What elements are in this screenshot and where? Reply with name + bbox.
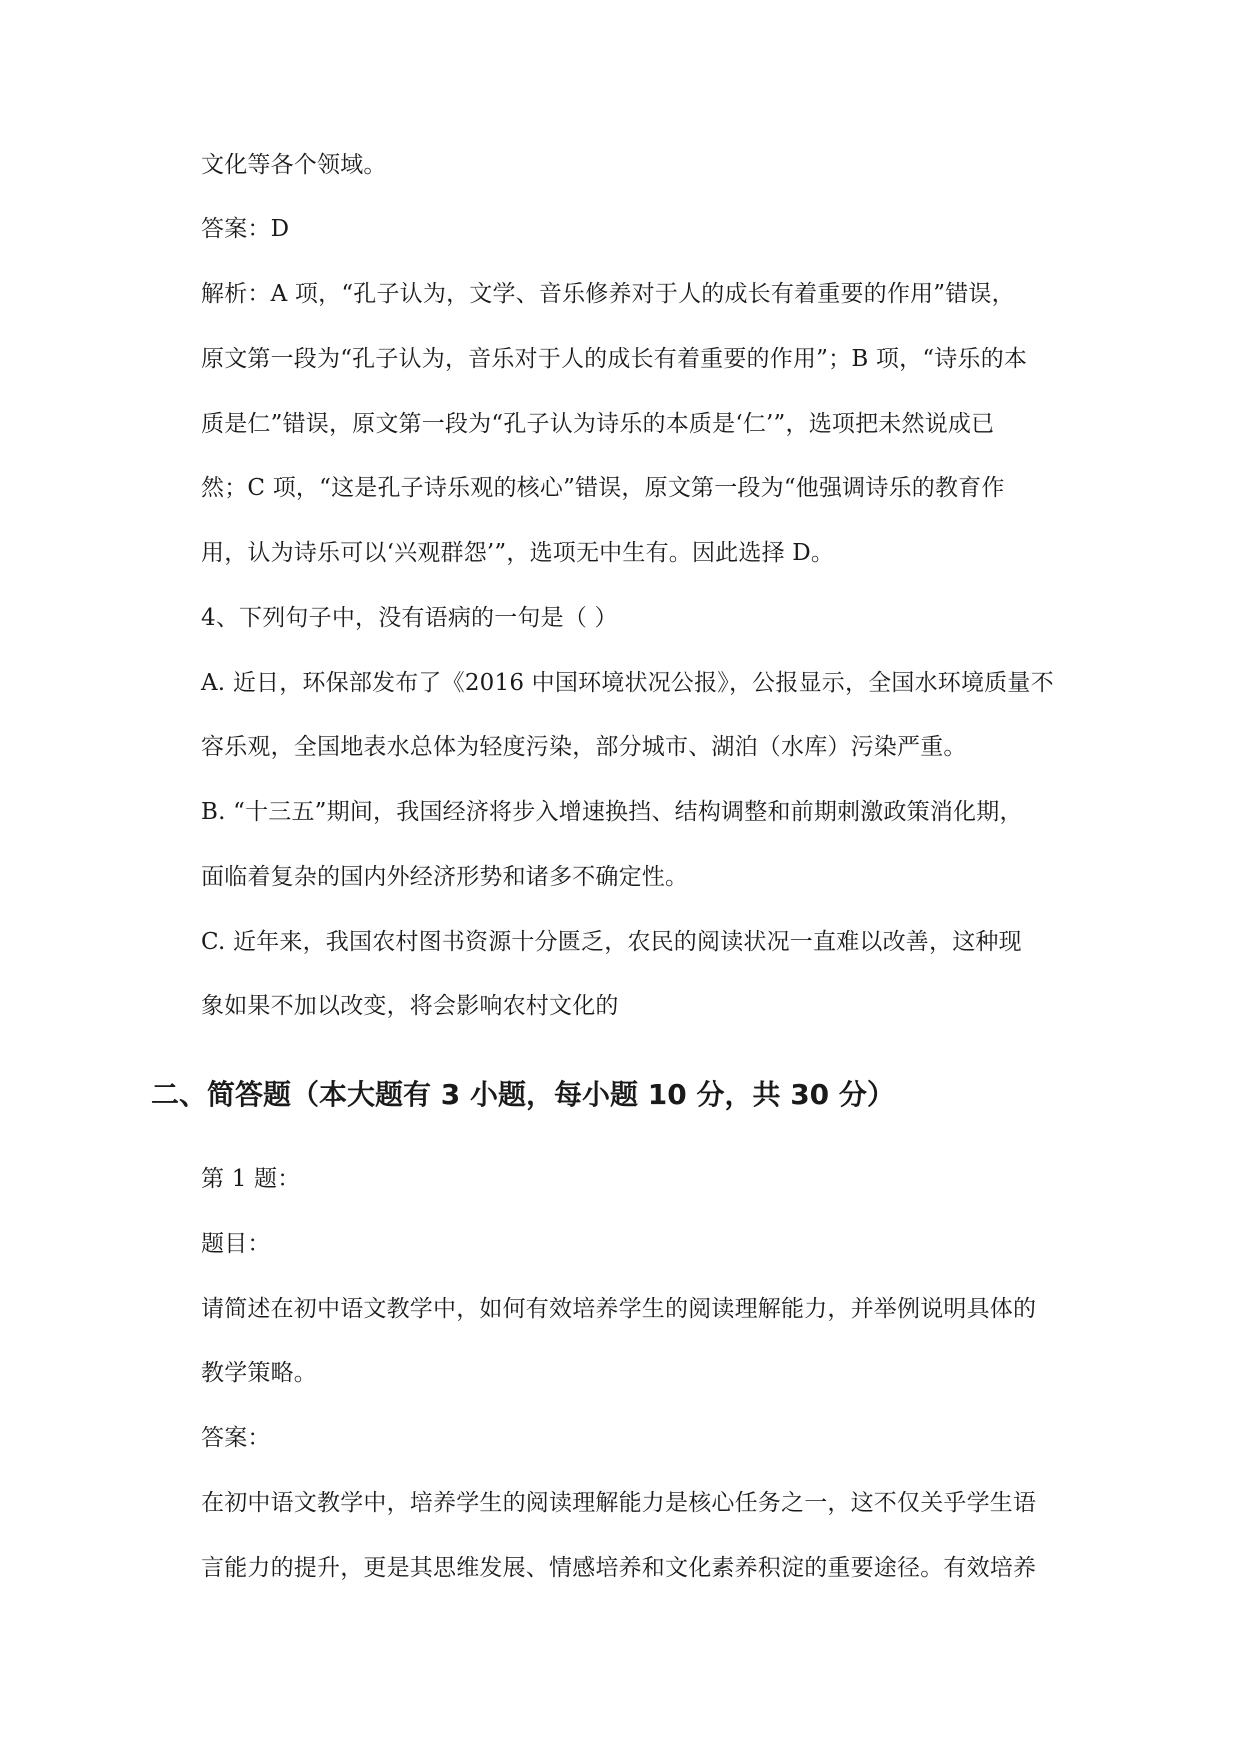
analysis-line: 用，认为诗乐可以‘兴观群怨’”，选项无中生有。因此选择 D。 <box>201 540 835 566</box>
topic-line: 请简述在初中语文教学中，如何有效培养学生的阅读理解能力，并举例说明具体的 <box>201 1296 1037 1322</box>
section-heading: 二、简答题（本大题有 3 小题，每小题 10 分，共 30 分） <box>151 1078 895 1111</box>
option-b-line: B. “十三五”期间，我国经济将步入增速换挡、结构调整和前期刺激政策消化期， <box>201 799 1023 825</box>
answer-label: 答案： <box>201 1425 271 1451</box>
question-4-stem: 4、下列句子中，没有语病的一句是（ ） <box>201 605 618 631</box>
option-a-line: 容乐观，全国地表水总体为轻度污染，部分城市、湖泊（水库）污染严重。 <box>201 734 967 760</box>
topic-line: 教学策略。 <box>201 1360 317 1386</box>
answer-text-line: 言能力的提升，更是其思维发展、情感培养和文化素养积淀的重要途径。有效培养 <box>201 1555 1037 1581</box>
option-c-line: 象如果不加以改变，将会影响农村文化的 <box>201 993 619 1019</box>
continuation-text: 文化等各个领域。 <box>201 152 387 178</box>
topic-label: 题目： <box>201 1231 271 1257</box>
option-a-line: A. 近日，环保部发布了《2016 中国环境状况公报》，公报显示，全国水环境质量不 <box>201 670 1054 696</box>
analysis-line: 解析：A 项，“孔子认为，文学、音乐修养对于人的成长有着重要的作用”错误， <box>201 281 1015 307</box>
answer-line: 答案：D <box>201 216 290 242</box>
option-c-line: C. 近年来，我国农村图书资源十分匮乏，农民的阅读状况一直难以改善，这种现 <box>201 929 1022 955</box>
analysis-line: 原文第一段为“孔子认为，音乐对于人的成长有着重要的作用”；B 项，“诗乐的本 <box>201 346 1028 372</box>
option-b-line: 面临着复杂的国内外经济形势和诸多不确定性。 <box>201 864 689 890</box>
analysis-line: 然；C 项，“这是孔子诗乐观的核心”错误，原文第一段为“他强调诗乐的教育作 <box>201 475 1005 501</box>
question-1-label: 第 1 题： <box>201 1166 301 1192</box>
answer-text-line: 在初中语文教学中，培养学生的阅读理解能力是核心任务之一，这不仅关乎学生语 <box>201 1490 1037 1516</box>
analysis-line: 质是仁”错误，原文第一段为“孔子认为诗乐的本质是‘仁’”，选项把未然说成已 <box>201 411 995 437</box>
